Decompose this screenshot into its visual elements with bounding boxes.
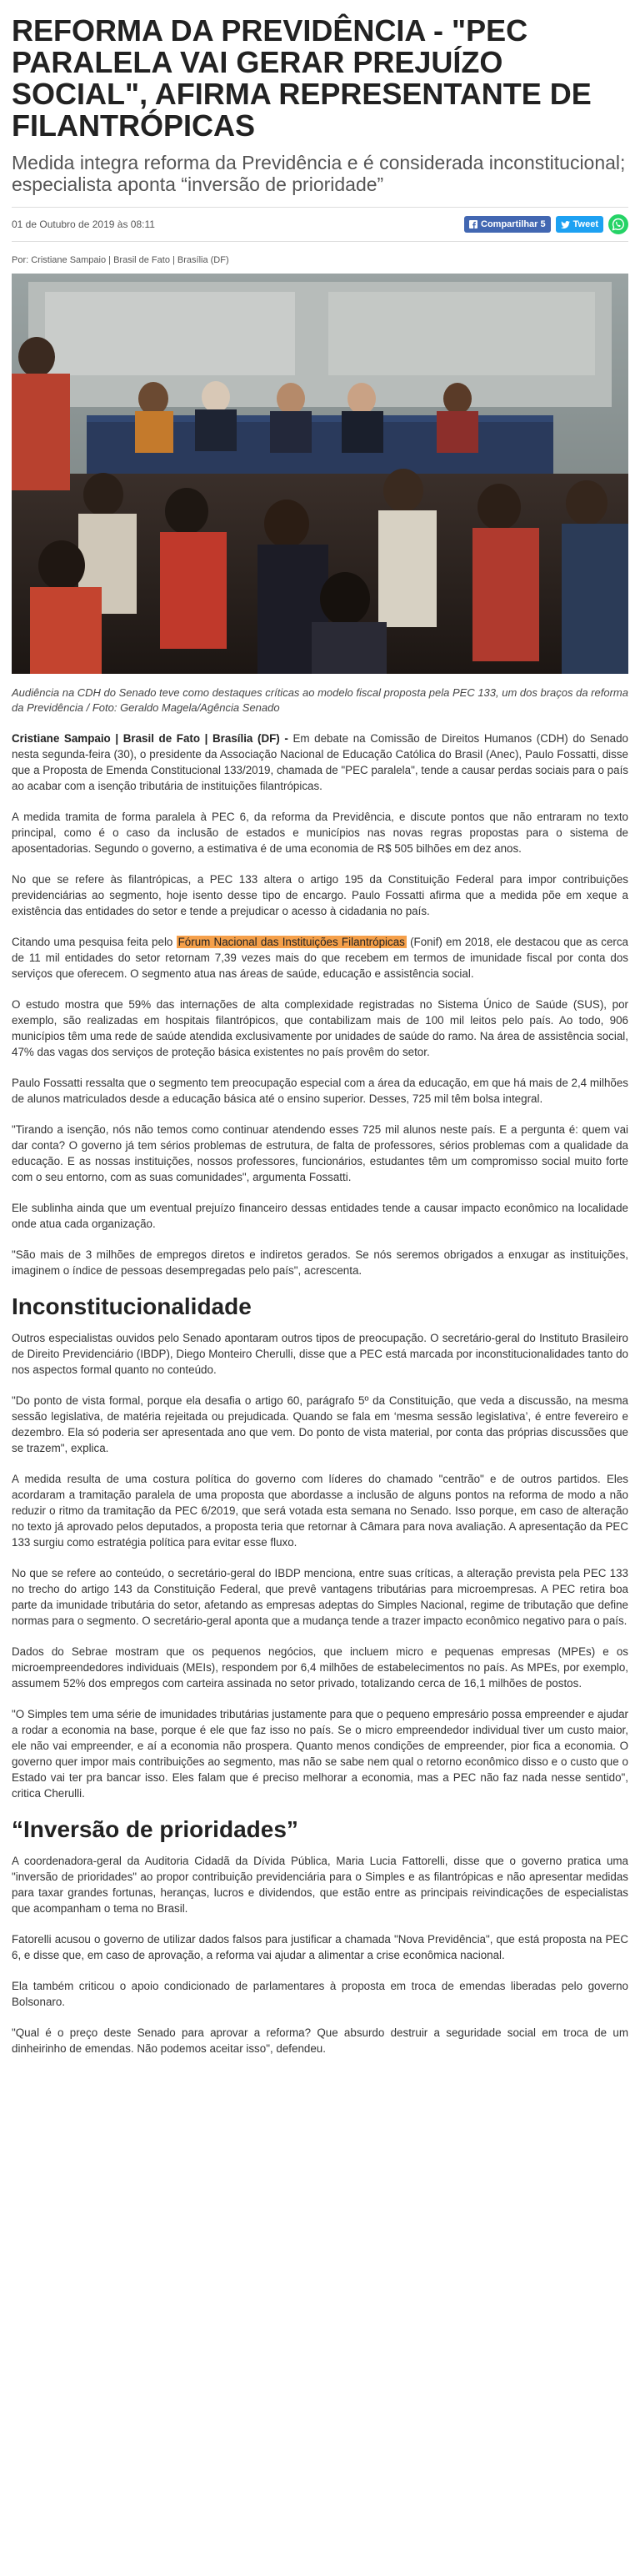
article-body [12,731,628,2056]
article-subtitle: Medida integra reforma da Previdência e é considerada inconstitucional; especialista aponta “inversão de prioridade” [12,152,626,195]
whatsapp-icon [612,218,625,231]
twitter-icon [561,221,570,228]
paragraph: "Do ponto de vista formal, porque ela desafia o artigo 60, parágrafo 5º da Constituição, que veda a discussão, na mesma sessão legislativa, de matéria rejeitada ou prejudicada. Quando se fala em ‘mesma sessão legislativa’, é entre fevereiro e dezembro. Ela só poderia ser apresentada ano que vem. Do ponto de vista material, por conta das próprias discussões que se trazem", explica. [12,1394,628,1454]
paragraph: A medida resulta de uma costura política do governo com líderes do chamado "centrão" e de outros partidos. Eles acordaram a tramitação paralela de uma proposta que abordasse a inclusão de alguns pontos na reforma de modo a não reduzir o ritmo da tramitação da PEC 6/2019, que será votada esta semana no Senado. Isso porque, em caso de alteração no texto já aprovado pelos deputados, a proposta teria que retornar à Câmara para nova avaliação. A apresentação da PEC 133 surgiu como estratégia política para evitar esse fluxo. [12,1473,628,1549]
paragraph: Fatorelli acusou o governo de utilizar dados falsos para justificar a chamada "Nova Previdência", que está proposta na PEC 6, e disse que, em caso de aprovação, a reforma vai ajudar a alimentar a crise econômica nacional. [12,1933,628,1961]
section-heading-inconstitucionalidade: Inconstitucionalidade [12,1293,252,1319]
paragraph [12,934,628,982]
publish-date: 01 de Outubro de 2019 às 08:11 [12,218,155,230]
paragraph: "São mais de 3 milhões de empregos diretos e indiretos gerados. Se nós seremos obrigados a enxugar as instituições, imaginem o índice de pessoas desempregadas pelo país", acrescenta. [12,1248,628,1277]
byline: Por: Cristiane Sampaio | Brasil de Fato | Brasília (DF) [12,255,229,265]
paragraph-text: Em debate na Comissão de Direitos Humanos (CDH) do Senado nesta segunda-feira (30), o presidente da Associação Nacional de Educação Católica do Brasil (Anec), Paulo Fossatti, disse que a Proposta de Emenda Constitucional 133/2019, chamada de "PEC paralela", tende a causar perdas sociais para o país ao acabar com a isenção tributária de instituições filantrópicas. [12,732,628,792]
paragraph: Paulo Fossatti ressalta que o segmento tem preocupação especial com a área da educação, em que há mais de 2,4 milhões de alunos matriculados desde a educação básica até o ensino superior. Desses, 725 mil têm bolsa integral. [12,1077,628,1105]
dateline: Cristiane Sampaio | Brasil de Fato | Brasília (DF) - [12,732,288,745]
article-photo [12,274,628,674]
section-heading-inversao: “Inversão de prioridades” [12,1816,298,1842]
paragraph [12,731,628,794]
share-buttons [464,214,628,234]
paragraph: Ela também criticou o apoio condicionado de parlamentares à proposta em troca de emendas liberadas pelo governo Bolsonaro. [12,1980,628,2008]
paragraph: Dados do Sebrae mostram que os pequenos negócios, que incluem micro e pequenas empresas (MPEs) e os microempreendedores individuais (MEIs), respondem por 6,4 milhões de estabelecimentos no país. As MPEs, por exemplo, assumem 52% dos empregos com carteira assinada no setor privado, totalizando cerca de 16,1 milhões de postos. [12,1645,628,1690]
photo-caption: Audiência na CDH do Senado teve como destaques críticas ao modelo fiscal proposta pela PEC 133, um dos braços da reforma da Previdência / Foto: Geraldo Magela/Agência Senado [12,686,628,714]
paragraph: Ele sublinha ainda que um eventual prejuízo financeiro dessas entidades tende a causar impacto econômico na localidade onde atua cada organização. [12,1202,628,1230]
whatsapp-share-button[interactable] [608,214,628,234]
highlighted-link-fonif[interactable]: Fórum Nacional das Instituições Filantrópicas [178,936,405,948]
paragraph: A coordenadora-geral da Auditoria Cidadã da Dívida Pública, Maria Lucia Fattorelli, disse que o governo pratica uma "inversão de prioridades" ao propor contribuição previdenciária para o Simples e as filantrópicas e não apresentar medidas para taxar grandes fortunas, heranças, lucros e dividendos, que estão entre as principais reivindicações de especialistas que acompanham o tema no Brasil. [12,1855,628,1915]
paragraph: No que se refere ao conteúdo, o secretário-geral do IBDP menciona, entre suas críticas, a alteração prevista pela PEC 133 no trecho do artigo 143 da Constituição Federal, que prevê vantagens tributárias para microempresas. A PEC retira boa parte da imunidade tributária do setor, afetando as empresas adeptas do Simples Nacional, regime de tributação que define normas para o segmento. O secretário-geral aponta que a mudança tende a trazer impacto econômico negativo para o país. [12,1567,628,1627]
tweet-label: Tweet [572,219,598,229]
paragraph: "Tirando a isenção, nós não temos como continuar atendendo esses 725 mil alunos neste país. E a pergunta é: quem vai dar conta? O governo já tem sérios problemas de estrutura, de falta de professores, sérios problemas com a qualidade da educação. E as nossas instituições, nossos professores, funcionários, estudantes têm um compromisso social muito forte com o seu entorno, com as suas comunidades", argumenta Fossatti. [12,1123,628,1183]
paragraph: Outros especialistas ouvidos pelo Senado apontaram outros tipos de preocupação. O secretário-geral do Instituto Brasileiro de Direito Previdenciário (IBDP), Diego Monteiro Cherulli, disse que a PEC está marcada por inconstitucionalidades tanto do nos aspectos formal quanto no conteúdo. [12,1332,628,1376]
paragraph: "O Simples tem uma série de imunidades tributárias justamente para que o pequeno empresário possa empreender e ajudar a rodar a economia na base, porque é ele que faz isso no país. Se o micro empreendedor individual tiver um custo maior, ele não vai empreender, e aí a economia não prospera. Quanto menos condições de empreender, pior fica a economia. O governo quer impor mais contribuições ao segmento, mas não se sabe nem qual o retorno econômico disso e o custo que o Estado vai ter pra bancar isso. Eles falam que é preciso melhorar a economia, mas a PEC não faz nada nesse sentido", critica Cherulli. [12,1708,628,1800]
article-title: REFORMA DA PREVIDÊNCIA - "PEC PARALELA VAI GERAR PREJUÍZO SOCIAL", AFIRMA REPRESENTANTE DE FILANTRÓPICAS [12,13,592,143]
paragraph-text: Citando uma pesquisa feita pelo [12,936,177,948]
paragraph: "Qual é o preço deste Senado para aprovar a reforma? Que absurdo destruir a seguridade social em troca de um dinheirinho de emendas. Não podemos aceitar isso", defendeu. [12,2026,628,2055]
paragraph: No que se refere às filantrópicas, a PEC 133 altera o artigo 195 da Constituição Federal para impor contribuições previdenciárias ao segmento, hoje isento desse tipo de encargo. Paulo Fossatti afirma que a medida põe em xeque a existência das entidades do setor e tende a prejudicar o acesso à cidadania no país. [12,873,628,917]
facebook-icon [469,220,478,228]
facebook-share-label: Compartilhar 5 [481,219,546,229]
paragraph-text: (Fonif) em 2018, ele destacou que as cerca de 11 mil entidades do setor retornam 7,39 vezes mais do que recebem em termos de imunidade fiscal por conta dos serviços que oferecem. O segmento atua nas áreas de saúde, educação e assistência social. [12,936,628,980]
paragraph: O estudo mostra que 59% das internações de alta complexidade registradas no Sistema Único de Saúde (SUS), por exemplo, são realizadas em hospitais filantrópicos, que contabilizam mais de 100 mil leitos pelo país. Ao todo, 906 municípios têm uma rede de saúde atendida exclusivamente por unidades de saúde do ramo. Na área de assistência social, 47% das vagas dos serviços de proteção básica existentes no país provêm do setor. [12,998,628,1058]
facebook-share-button[interactable] [464,216,551,233]
tweet-button[interactable] [556,216,603,233]
article-meta-bar [12,207,628,242]
paragraph: A medida tramita de forma paralela à PEC 6, da reforma da Previdência, e discute pontos que não entraram no texto principal, como é o caso da inclusão de estados e municípios nas novas regras propostas para o sistema de aposentadorias. Segundo o governo, a estimativa é de uma economia de R$ 505 bilhões em dez anos. [12,811,628,855]
